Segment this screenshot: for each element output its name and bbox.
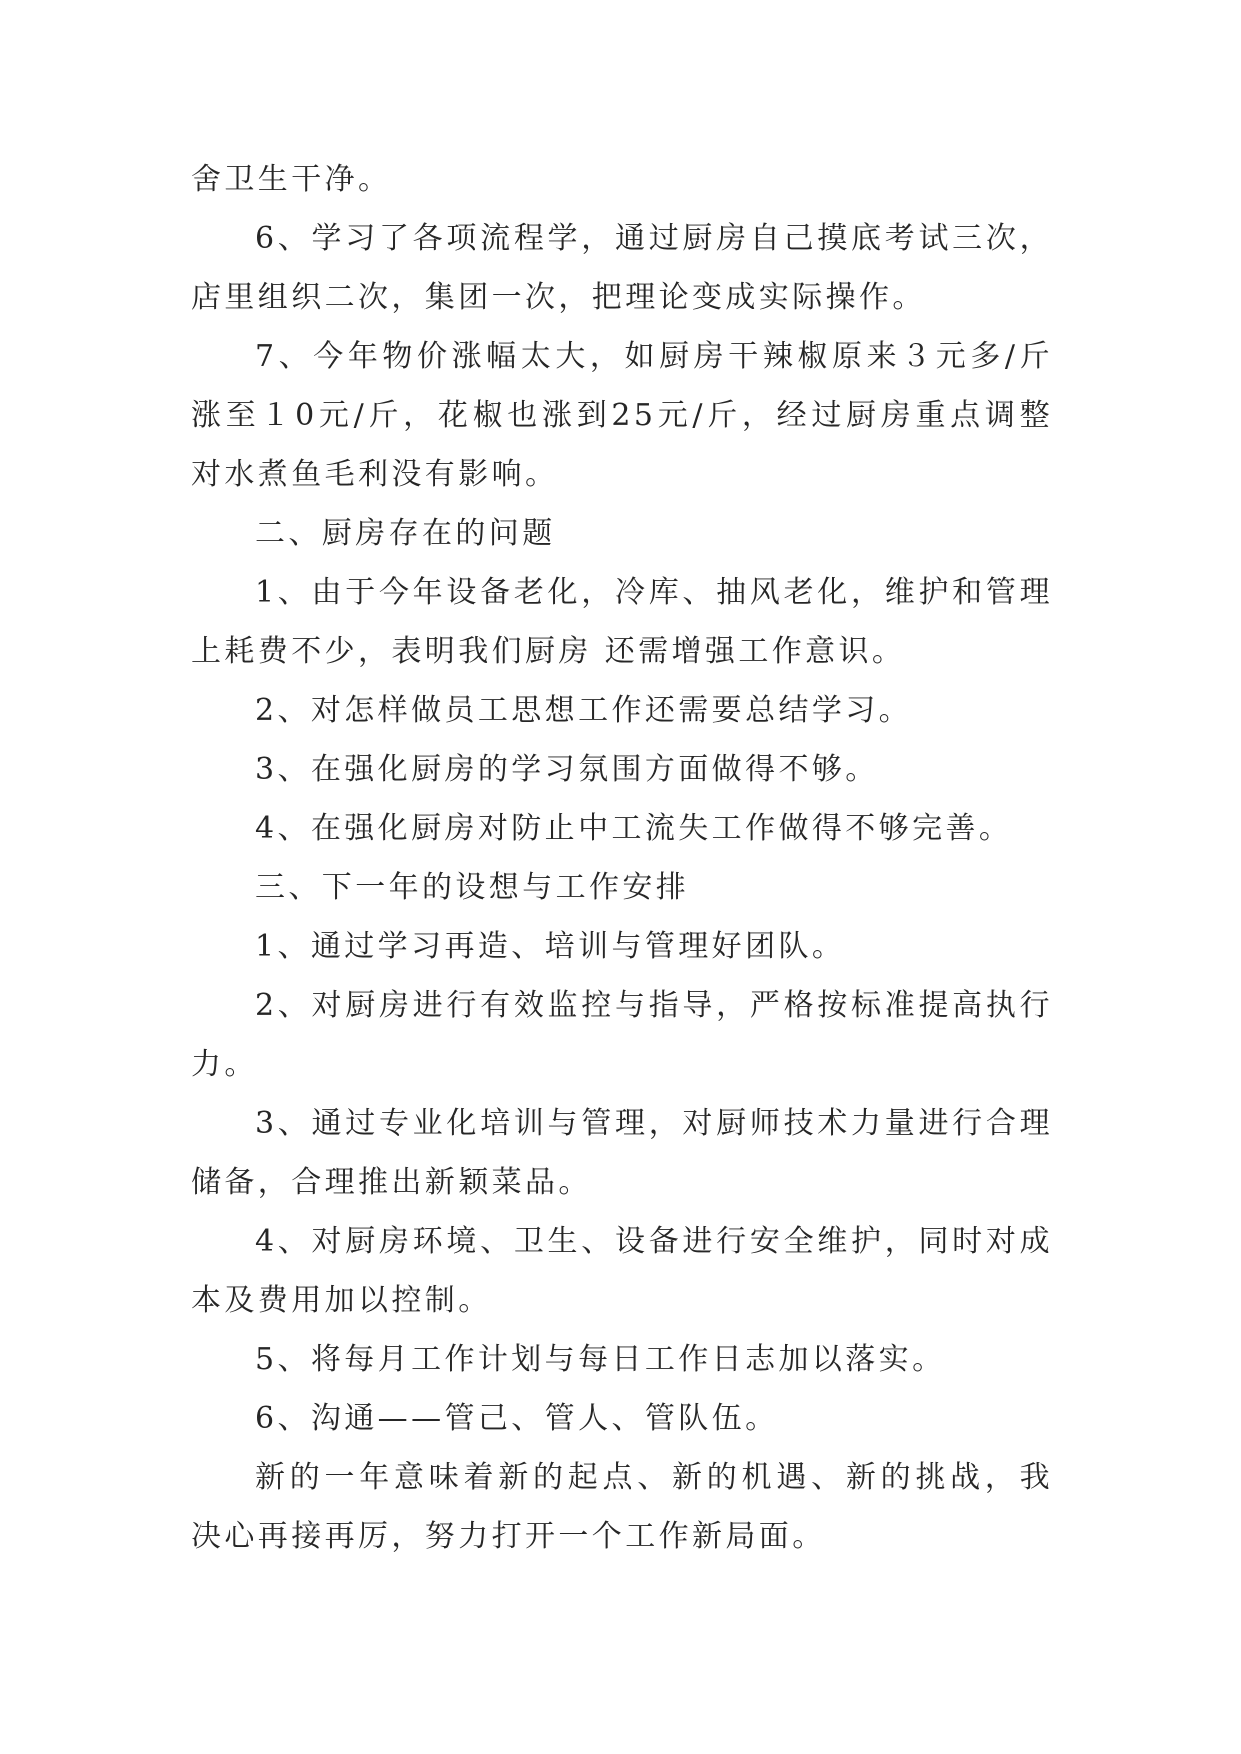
section-heading-problems: 二、厨房存在的问题 xyxy=(255,516,556,551)
paragraph-plan-2: 2、对厨房进行有效监控与指导，严格按标准提高执行力。 xyxy=(191,988,1053,1082)
paragraph-item-6-training: 6、学习了各项流程学，通过厨房自己摸底考试三次，店里组织二次，集团一次，把理论变成实际操作。 xyxy=(191,221,1053,315)
paragraph-plan-5: 5、将每月工作计划与每日工作日志加以落实。 xyxy=(255,1342,946,1377)
paragraph-plan-1: 1、通过学习再造、培训与管理好团队。 xyxy=(255,929,846,964)
document-body xyxy=(191,150,1053,1566)
paragraph-plan-4: 4、对厨房环境、卫生、设备进行安全维护，同时对成本及费用加以控制。 xyxy=(191,1224,1053,1318)
paragraph-problem-3: 3、在强化厨房的学习氛围方面做得不够。 xyxy=(255,752,879,787)
paragraph-problem-4: 4、在强化厨房对防止中工流失工作做得不够完善。 xyxy=(255,811,1013,846)
paragraph-plan-6: 6、沟通——管己、管人、管队伍。 xyxy=(255,1401,779,1436)
paragraph-item-7-prices: 7、今年物价涨幅太大，如厨房干辣椒原来３元多/斤涨至１0元/斤，花椒也涨到25元/斤，经过厨房重点调整对水煮鱼毛利没有影响。 xyxy=(191,339,1053,492)
paragraph-closing: 新的一年意味着新的起点、新的机遇、新的挑战，我决心再接再厉，努力打开一个工作新局面。 xyxy=(191,1460,1053,1554)
paragraph-continuation: 舍卫生干净。 xyxy=(191,162,392,197)
paragraph-problem-1: 1、由于今年设备老化，冷库、抽风老化，维护和管理上耗费不少，表明我们厨房 还需增强工作意识。 xyxy=(191,575,1053,669)
paragraph-problem-2: 2、对怎样做员工思想工作还需要总结学习。 xyxy=(255,693,913,728)
section-heading-plans: 三、下一年的设想与工作安排 xyxy=(255,870,690,905)
paragraph-plan-3: 3、通过专业化培训与管理，对厨师技术力量进行合理储备，合理推出新颖菜品。 xyxy=(191,1106,1053,1200)
